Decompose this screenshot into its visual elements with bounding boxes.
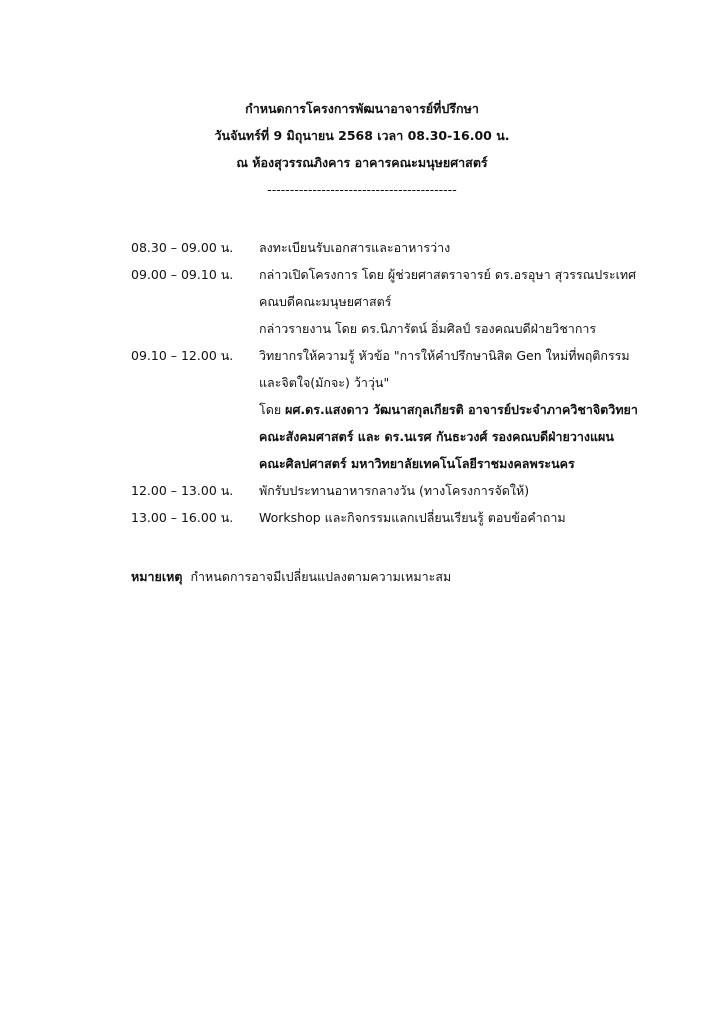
schedule-row [131,504,691,531]
speaker-name: ผศ.ดร.แสงดาว วัฒนาสกุลเกียรติ อาจารย์ประจำภาควิชาจิตวิทยา [285,402,638,417]
schedule-line: ลงทะเบียนรับเอกสารและอาหารว่าง [259,240,451,255]
schedule-row [131,342,691,477]
footnote-text: กำหนดการอาจมีเปลี่ยนแปลงตามความเหมาะสม [190,569,452,584]
schedule-list [131,234,691,531]
footnote-label: หมายเหตุ [131,569,183,584]
schedule-line: วิทยากรให้ความรู้ หัวข้อ "การให้คำปรึกษานิสิต Gen ใหม่ที่พฤติกรรม [259,348,630,363]
header-divider: ------------------------------------------ [267,182,457,197]
schedule-description [259,477,691,504]
speaker-prefix: โดย [259,402,282,417]
speaker-line [259,396,691,423]
schedule-time: 08.30 – 09.00 น. [131,240,234,255]
schedule-line: และจิตใจ(มักจะ) ว้าวุ่น" [259,375,390,390]
schedule-line: คณบดีคณะมนุษยศาสตร์ [259,294,392,309]
schedule-description [259,234,691,261]
schedule-line: Workshop และกิจกรรมแลกเปลี่ยนเรียนรู้ ตอบข้อคำถาม [259,510,566,525]
schedule-line: กล่าวเปิดโครงการ โดย ผู้ช่วยศาสตราจารย์ ดร.อรอุษา สุวรรณประเทศ [259,267,637,282]
schedule-row [131,261,691,342]
footnote [131,563,451,590]
event-date-time: วันจันทร์ที่ 9 มิถุนายน 2568 เวลา 08.30-16.00 น. [214,128,510,143]
schedule-description [259,504,691,531]
schedule-description [259,261,691,342]
schedule-time: 09.10 – 12.00 น. [131,348,234,363]
event-location: ณ ห้องสุวรรณภิงคาร อาคารคณะมนุษยศาสตร์ [236,155,488,170]
schedule-row [131,477,691,504]
speaker-line: คณะสังคมศาสตร์ และ ดร.นเรศ กันธะวงศ์ รองคณบดีฝ่ายวางแผน [259,429,614,444]
document-title: กำหนดการโครงการพัฒนาอาจารย์ที่ปรึกษา [245,101,479,116]
schedule-row [131,234,691,261]
document-header [0,95,724,203]
schedule-line: กล่าวรายงาน โดย ดร.นิภารัตน์ อิ่มศิลป์ รองคณบดีฝ่ายวิชาการ [259,321,597,336]
schedule-description [259,342,691,477]
schedule-time: 12.00 – 13.00 น. [131,483,234,498]
schedule-line: พักรับประทานอาหารกลางวัน (ทางโครงการจัดให้) [259,483,530,498]
schedule-time: 13.00 – 16.00 น. [131,510,234,525]
speaker-line: คณะศิลปศาสตร์ มหาวิทยาลัยเทคโนโลยีราชมงคลพระนคร [259,456,575,471]
schedule-time: 09.00 – 09.10 น. [131,267,234,282]
